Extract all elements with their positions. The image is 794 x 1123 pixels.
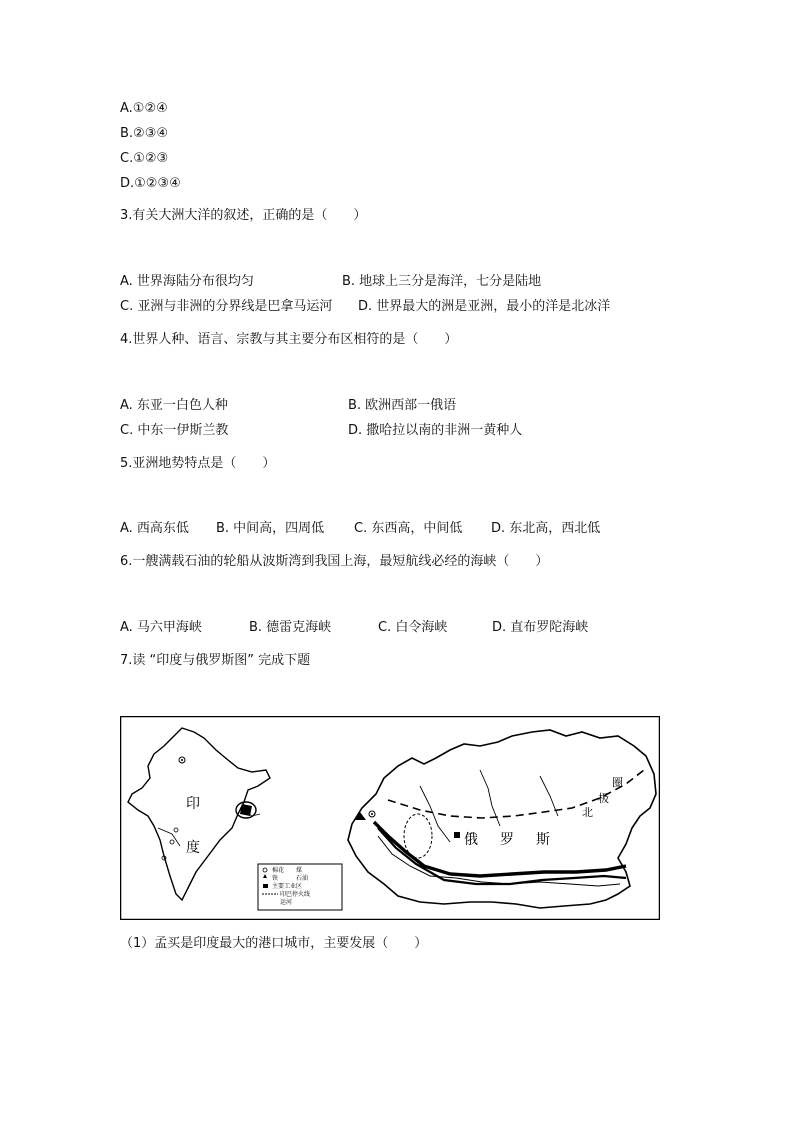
question-4-option-b: B. 欧洲西部一俄语 bbox=[348, 398, 457, 413]
option-d: D.①②③④ bbox=[120, 176, 181, 191]
question-4-stem: 4.世界人种、语言、宗教与其主要分布区相符的是（ ） bbox=[120, 332, 458, 347]
map-label-arctic-2: 极 bbox=[598, 792, 609, 805]
question-4-option-d: D. 撒哈拉以南的非洲一黄种人 bbox=[348, 423, 523, 438]
map-label-arctic-1: 北 bbox=[582, 806, 593, 819]
question-5-option-b: B. 中间高，四周低 bbox=[216, 521, 325, 536]
map-label-russia-3: 斯 bbox=[536, 832, 550, 848]
legend-row-1: 棉花 煤 bbox=[272, 867, 303, 874]
question-3-stem: 3.有关大洲大洋的叙述，正确的是（ ） bbox=[120, 208, 367, 223]
question-6-option-d: D. 直布罗陀海峡 bbox=[492, 620, 589, 635]
question-7-sub-1: （1）孟买是印度最大的港口城市，主要发展（ ） bbox=[120, 936, 428, 951]
map-label-india-2: 度 bbox=[186, 840, 200, 856]
question-5-stem: 5.亚洲地势特点是（ ） bbox=[120, 456, 276, 471]
legend-row-3: 主要工业区 bbox=[272, 883, 303, 890]
legend-row-2: 铁 石油 bbox=[272, 875, 309, 882]
question-6-option-b: B. 德雷克海峡 bbox=[249, 620, 332, 635]
question-5-option-d: D. 东北高，西北低 bbox=[491, 521, 601, 536]
question-4-option-c: C. 中东一伊斯兰教 bbox=[120, 423, 229, 438]
question-6-option-a: A. 马六甲海峡 bbox=[120, 620, 202, 635]
question-5-option-c: C. 东西高，中间低 bbox=[354, 521, 463, 536]
question-3-option-d: D. 世界最大的洲是亚洲，最小的洋是北冰洋 bbox=[358, 299, 611, 314]
question-5-option-a: A. 西高东低 bbox=[120, 521, 189, 536]
option-a: A.①②④ bbox=[120, 101, 168, 116]
question-3-option-b: B. 地球上三分是海洋，七分是陆地 bbox=[342, 274, 542, 289]
option-b: B.②③④ bbox=[120, 126, 169, 141]
option-c: C.①②③ bbox=[120, 151, 169, 166]
question-7-stem: 7.读 “印度与俄罗斯图” 完成下题 bbox=[120, 653, 311, 668]
legend-row-4: 印巴停火线 bbox=[280, 891, 311, 898]
question-4-option-a: A. 东亚一白色人种 bbox=[120, 398, 228, 413]
map-label-russia-2: 罗 bbox=[500, 832, 514, 848]
question-6-stem: 6.一艘满载石油的轮船从波斯湾到我国上海，最短航线必经的海峡（ ） bbox=[120, 554, 549, 569]
map-label-india-1: 印 bbox=[186, 796, 200, 812]
map-label-arctic-3: 圈 bbox=[612, 776, 623, 789]
question-6-option-c: C. 白令海峡 bbox=[378, 620, 448, 635]
question-3-option-a: A. 世界海陆分布很均匀 bbox=[120, 274, 254, 289]
legend-row-5: 运河 bbox=[280, 899, 293, 906]
india-russia-map bbox=[120, 716, 660, 920]
map-label-russia-1: 俄 bbox=[464, 832, 478, 848]
question-3-option-c: C. 亚洲与非洲的分界线是巴拿马运河 bbox=[120, 299, 333, 314]
